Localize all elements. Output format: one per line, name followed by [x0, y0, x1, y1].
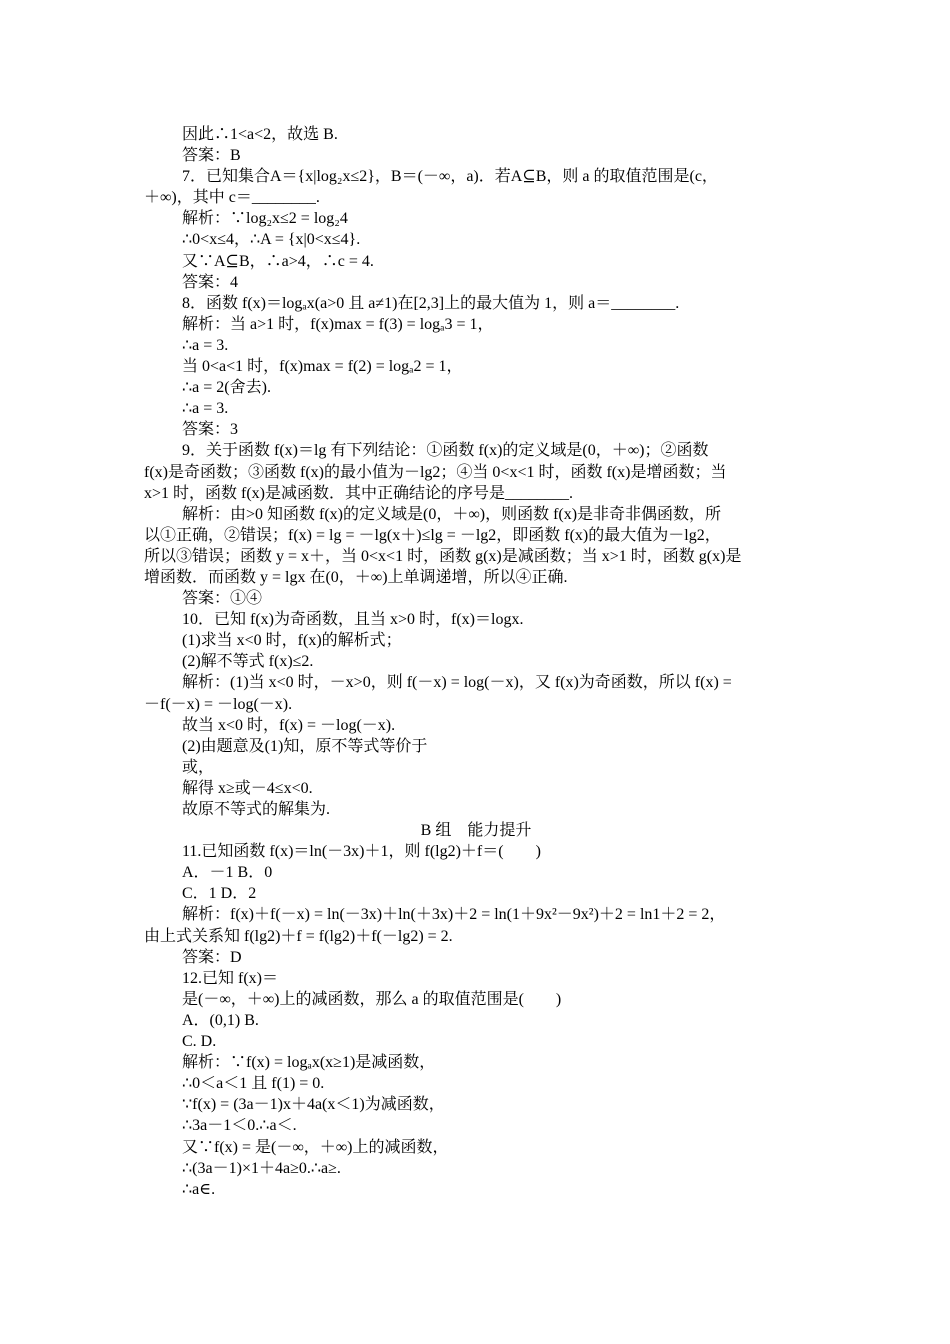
text-line: ∴a = 2(舍去). [182, 379, 271, 397]
text-line: ＋∞)，其中 c＝________. [144, 189, 320, 207]
question-10: 10．已知 f(x)为奇函数，且当 x>0 时，f(x)＝logx. [182, 611, 524, 629]
answer-line: 答案：4 [182, 273, 239, 291]
option-line: A．－1 B．0 [182, 864, 273, 882]
text-line: ∴a∈. [182, 1180, 216, 1198]
answer-line: 答案：B [182, 147, 241, 165]
question-11: 11.已知函数 f(x)＝ln(－3x)＋1，则 f(lg2)＋f＝( ) [182, 843, 541, 861]
option-line: A．(0,1) B. [182, 1011, 259, 1029]
text-line: 因此∴1<a<2，故选 B. [182, 126, 338, 143]
text-line: f(x)是奇函数；③函数 f(x)的最小值为－lg2；④当 0<x<1 时，函数 f(x)是增函数；当 [144, 463, 727, 481]
question-8: 8．函数 f(x)＝logₐx(a>0 且 a≠1)在[2,3]上的最大值为 1，则 a＝________. [182, 294, 680, 312]
text-line: (2)解不等式 f(x)≤2. [182, 653, 314, 671]
text-line: ∴a = 3. [182, 336, 229, 354]
text-line: ∴0<x≤4，∴A = {x|0<x≤4}. [182, 231, 361, 249]
question-7: 7．已知集合A＝{x|log₂x≤2}，B＝(－∞，a)．若A⊆B，则 a 的取值范围是(c， [182, 168, 718, 186]
option-line: C．1 D．2 [182, 885, 257, 903]
option-line: C. D. [182, 1033, 217, 1051]
text-line: (1)求当 x<0 时，f(x)的解析式； [182, 632, 402, 650]
text-line: 故原不等式的解集为. [182, 801, 331, 818]
text-line: 故当 x<0 时，f(x) = －log(－x). [182, 716, 396, 734]
text-line: ∵f(x) = (3a－1)x＋4a(x＜1)为减函数， [182, 1096, 445, 1114]
text-line: ∴3a－1＜0.∴a＜. [182, 1117, 297, 1135]
section-heading: B 组 能力提升 [420, 822, 532, 840]
text-line: 增函数．而函数 y = lgx 在(0，＋∞)上单调递增，所以④正确. [144, 568, 568, 586]
text-line: 当 0<a<1 时，f(x)max = f(2) = logₐ2 = 1， [182, 358, 463, 376]
text-line: 又∵f(x) = 是(－∞，＋∞)上的减函数， [182, 1138, 449, 1156]
text-line: －f(－x) = －log(－x). [144, 695, 293, 713]
text-line: 是(－∞，＋∞)上的减函数，那么 a 的取值范围是( ) [182, 990, 562, 1008]
text-line: 解得 x≥或－4≤x<0. [182, 779, 313, 797]
text-line: (2)由题意及(1)知，原不等式等价于 [182, 737, 428, 755]
solution-line: 解析：当 a>1 时，f(x)max = f(3) = logₐ3 = 1， [182, 315, 494, 333]
text-line: ∴0＜a＜1 且 f(1) = 0. [182, 1075, 325, 1093]
solution-line: 解析：f(x)＋f(－x) = ln(－3x)＋ln(＋3x)＋2 = ln(1＋9x²－9x²)＋2 = ln1＋2 = 2， [182, 906, 726, 924]
text-line: ∴(3a－1)×1＋4a≥0.∴a≥. [182, 1159, 341, 1177]
answer-line: 答案：3 [182, 421, 239, 439]
text-line: 由上式关系知 f(lg2)＋f = f(lg2)＋f(－lg2) = 2. [144, 927, 453, 945]
solution-line: 解析：由>0 知函数 f(x)的定义域是(0，＋∞)，则函数 f(x)是非奇非偶函数，所 [182, 505, 722, 523]
text-line: x>1 时，函数 f(x)是减函数．其中正确结论的序号是________. [144, 484, 574, 502]
solution-line: 解析：(1)当 x<0 时，－x>0，则 f(－x) = log(－x)，又 f(x)为奇函数，所以 f(x) = [182, 674, 732, 692]
text-line: 以①正确，②错误；f(x) = lg = －lg(x＋)≤lg = －lg2，即函数 f(x)的最大值为－lg2， [144, 526, 721, 544]
question-9: 9．关于函数 f(x)＝lg 有下列结论：①函数 f(x)的定义域是(0，＋∞)；②函数 [182, 442, 709, 460]
text-line: 又∵A⊆B，∴a>4，∴c = 4. [182, 252, 374, 270]
question-12: 12.已知 f(x)＝ [182, 969, 278, 987]
text-line: 所以③错误；函数 y = x＋，当 0<x<1 时，函数 g(x)是减函数；当 x>1 时，函数 g(x)是 [144, 547, 742, 565]
document-page [144, 124, 808, 1200]
answer-line: 答案：①④ [182, 590, 263, 608]
solution-line: 解析：∵log₂x≤2 = log₂4 [182, 210, 348, 228]
solution-line: 解析：∵f(x) = logₐx(x≥1)是减函数， [182, 1054, 436, 1072]
answer-line: 答案：D [182, 948, 242, 966]
text-line: ∴a = 3. [182, 400, 229, 418]
text-line: 或， [182, 758, 215, 776]
